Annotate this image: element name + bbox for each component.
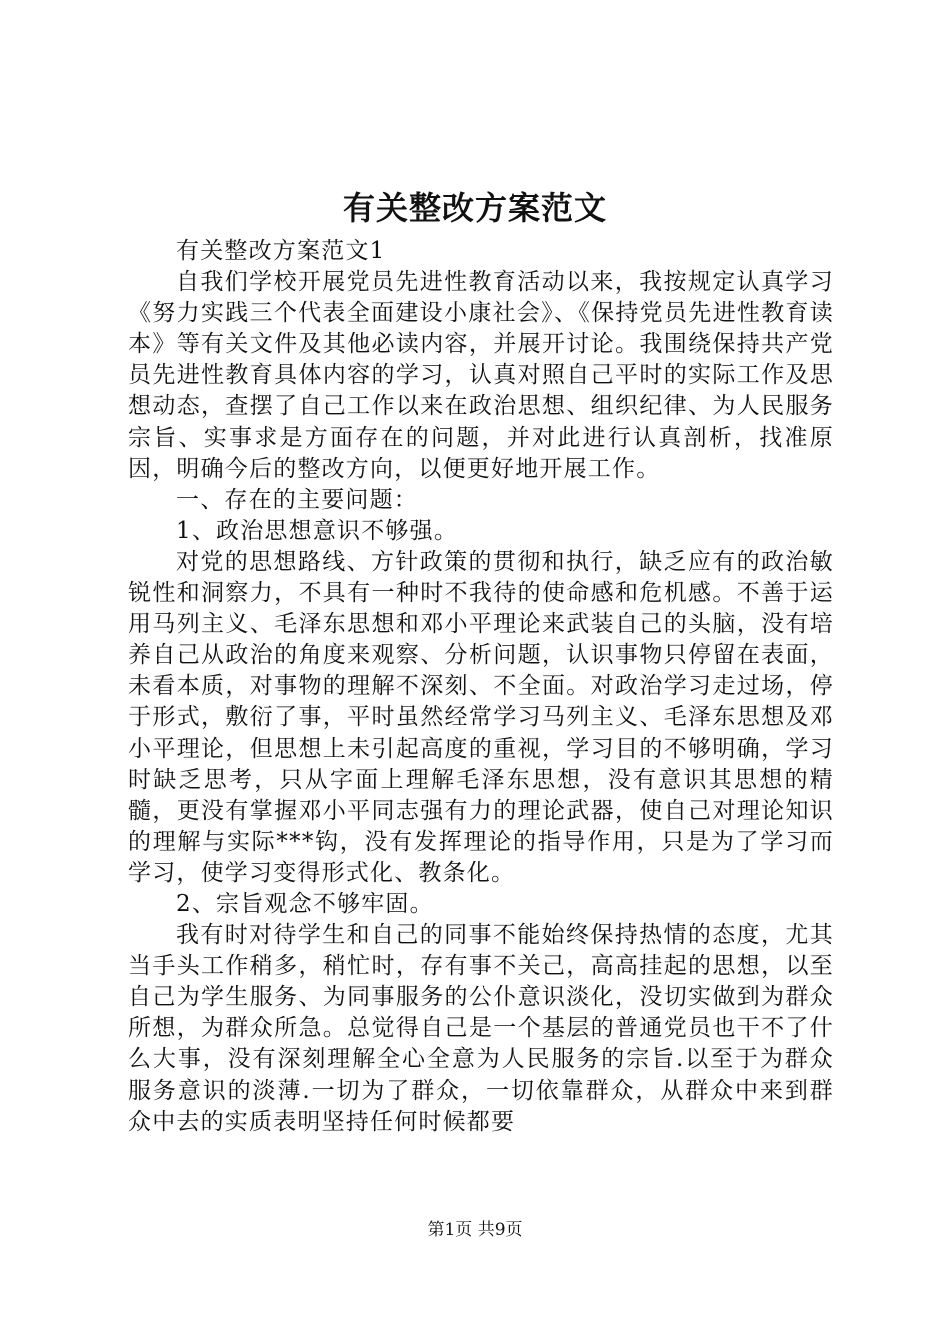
subheading-political: 1、政治思想意识不够强。 — [176, 517, 459, 544]
subheading-purpose: 2、宗旨观念不够牢固。 — [176, 890, 434, 917]
paragraph-intro: 自我们学校开展党员先进性教育活动以来，我按规定认真学习《努力实践三个代表全面建设小康社会》、《保持党员先进性教育读本》等有关文件及其他必读内容，并展开讨论。我围绕保持共产党员先进性教育具体内容的学习，认真对照自己平时的实际工作及思想动态，查摆了自己工作以来在政治思想、组织纪律、为人民服务宗旨、实事求是方面存在的问题，并对此进行认真剖析，找准原因，明确今后的整改方向，以便更好地开展工作。 — [128, 269, 834, 482]
paragraph-purpose: 我有时对待学生和自己的同事不能始终保持热情的态度，尤其当手头工作稍多，稍忙时，存有事不关己，高高挂起的思想，以至自己为学生服务、为同事服务的公仆意识淡化，没切实做到为群众所想，为群众所急。总觉得自己是一个基层的普通党员也干不了什么大事，没有深刻理解全心全意为人民服务的宗旨.以至于为群众服务意识的淡薄.一切为了群众，一切依靠群众，从群众中来到群众中去的实质表明坚持任何时候都要 — [128, 922, 834, 1135]
page-footer: 第1页 共9页 — [427, 1220, 523, 1240]
section-heading-problems: 一、存在的主要问题： — [176, 486, 418, 513]
document-title: 有关整改方案范文 — [342, 189, 607, 227]
paragraph-political: 对党的思想路线、方针政策的贯彻和执行，缺乏应有的政治敏锐性和洞察力，不具有一种时不我待的使命感和危机感。不善于运用马列主义、毛泽东思想和邓小平理论来武装自己的头脑，没有培养自己从政治的角度来观察、分析问题，认识事物只停留在表面，未看本质，对事物的理解不深刻、不全面。对政治学习走过场，停于形式，敷衍了事，平时虽然经常学习马列主义、毛泽东思想及邓小平理论，但思想上未引起高度的重视，学习目的不够明确，学习时缺乏思考，只从字面上理解毛泽东思想，没有意识其思想的精髓，更没有掌握邓小平同志强有力的理论武器，使自己对理论知识的理解与实际***钩，没有发挥理论的指导作用，只是为了学习而学习，使学习变得形式化、教条化。 — [128, 548, 834, 886]
document-body — [128, 236, 834, 1138]
document-subtitle: 有关整改方案范文1 — [176, 238, 386, 264]
